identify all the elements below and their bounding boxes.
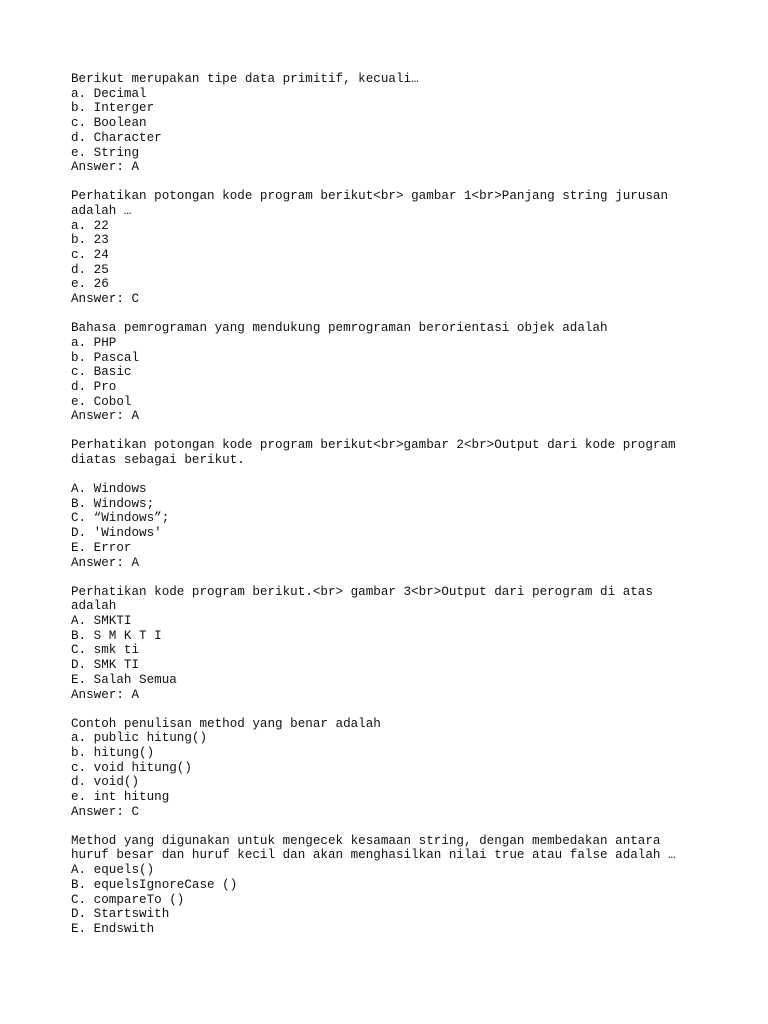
option-c: C. smk ti: [71, 643, 140, 658]
option-d: d. Character: [71, 130, 162, 145]
answer-line: Answer: A: [71, 555, 140, 570]
option-c: c. Boolean: [71, 116, 147, 131]
option-a: A. equels(): [71, 863, 155, 878]
question-prompt: Berikut merupakan tipe data primitif, kecuali…: [71, 72, 419, 86]
question-prompt-continued: huruf besar dan huruf kecil dan akan menghasilkan nilai true atau false adalah …: [71, 848, 676, 863]
option-a: a. public hitung(): [71, 731, 208, 746]
question-prompt: Perhatikan potongan kode program berikut<br>gambar 2<br>Output dari kode program: [71, 438, 676, 453]
option-e: e. String: [71, 145, 140, 160]
option-b: b. hitung(): [71, 745, 155, 760]
option-d: D. SMK TI: [71, 658, 140, 673]
question-6: [71, 717, 691, 820]
option-b: B. equelsIgnoreCase (): [71, 877, 238, 892]
question-2: [71, 189, 691, 307]
question-1: [71, 72, 691, 175]
option-d: d. Pro: [71, 379, 117, 394]
blank-line: [71, 468, 691, 482]
option-e: E. Error: [71, 540, 132, 555]
question-prompt-continued: adalah: [71, 599, 117, 614]
question-3: [71, 321, 691, 424]
option-a: a. PHP: [71, 335, 117, 350]
question-7: [71, 834, 691, 937]
answer-line: Answer: A: [71, 687, 140, 702]
option-b: B. S M K T I: [71, 628, 162, 643]
option-d: D. Startswith: [71, 907, 170, 922]
question-5: [71, 585, 691, 703]
question-4: [71, 438, 691, 570]
option-d: d. void(): [71, 775, 140, 790]
option-e: E. Endswith: [71, 921, 155, 936]
question-prompt: Method yang digunakan untuk mengecek kesamaan string, dengan membedakan antara: [71, 833, 661, 848]
option-c: c. Basic: [71, 365, 132, 380]
option-d: d. 25: [71, 262, 109, 277]
question-prompt: Perhatikan potongan kode program berikut<br> gambar 1<br>Panjang string jurusan: [71, 189, 669, 204]
option-c: C. compareTo (): [71, 892, 185, 907]
question-prompt-continued: diatas sebagai berikut.: [71, 453, 245, 468]
answer-line: Answer: C: [71, 292, 140, 307]
option-a: a. Decimal: [71, 86, 147, 101]
option-e: e. int hitung: [71, 790, 170, 805]
question-prompt-continued: adalah …: [71, 203, 132, 218]
option-d: D. 'Windows': [71, 526, 162, 541]
question-prompt: Bahasa pemrograman yang mendukung pemrograman berorientasi objek adalah: [71, 321, 608, 336]
option-a: a. 22: [71, 218, 109, 233]
option-c: c. void hitung(): [71, 760, 192, 775]
option-b: b. 23: [71, 233, 109, 248]
option-c: c. 24: [71, 248, 109, 263]
answer-line: Answer: A: [71, 409, 140, 424]
option-e: e. 26: [71, 277, 109, 292]
option-a: A. SMKTI: [71, 613, 132, 628]
answer-line: Answer: A: [71, 160, 140, 175]
option-e: E. Salah Semua: [71, 672, 177, 687]
document-page: [71, 72, 691, 951]
option-b: b. Interger: [71, 101, 155, 116]
question-prompt: Perhatikan kode program berikut.<br> gambar 3<br>Output dari perogram di atas: [71, 584, 653, 599]
answer-line: Answer: C: [71, 804, 140, 819]
option-c: C. “Windows”;: [71, 511, 170, 526]
question-prompt: Contoh penulisan method yang benar adalah: [71, 716, 381, 731]
option-a: A. Windows: [71, 482, 147, 497]
option-b: B. Windows;: [71, 496, 155, 511]
option-e: e. Cobol: [71, 394, 132, 409]
option-b: b. Pascal: [71, 350, 140, 365]
